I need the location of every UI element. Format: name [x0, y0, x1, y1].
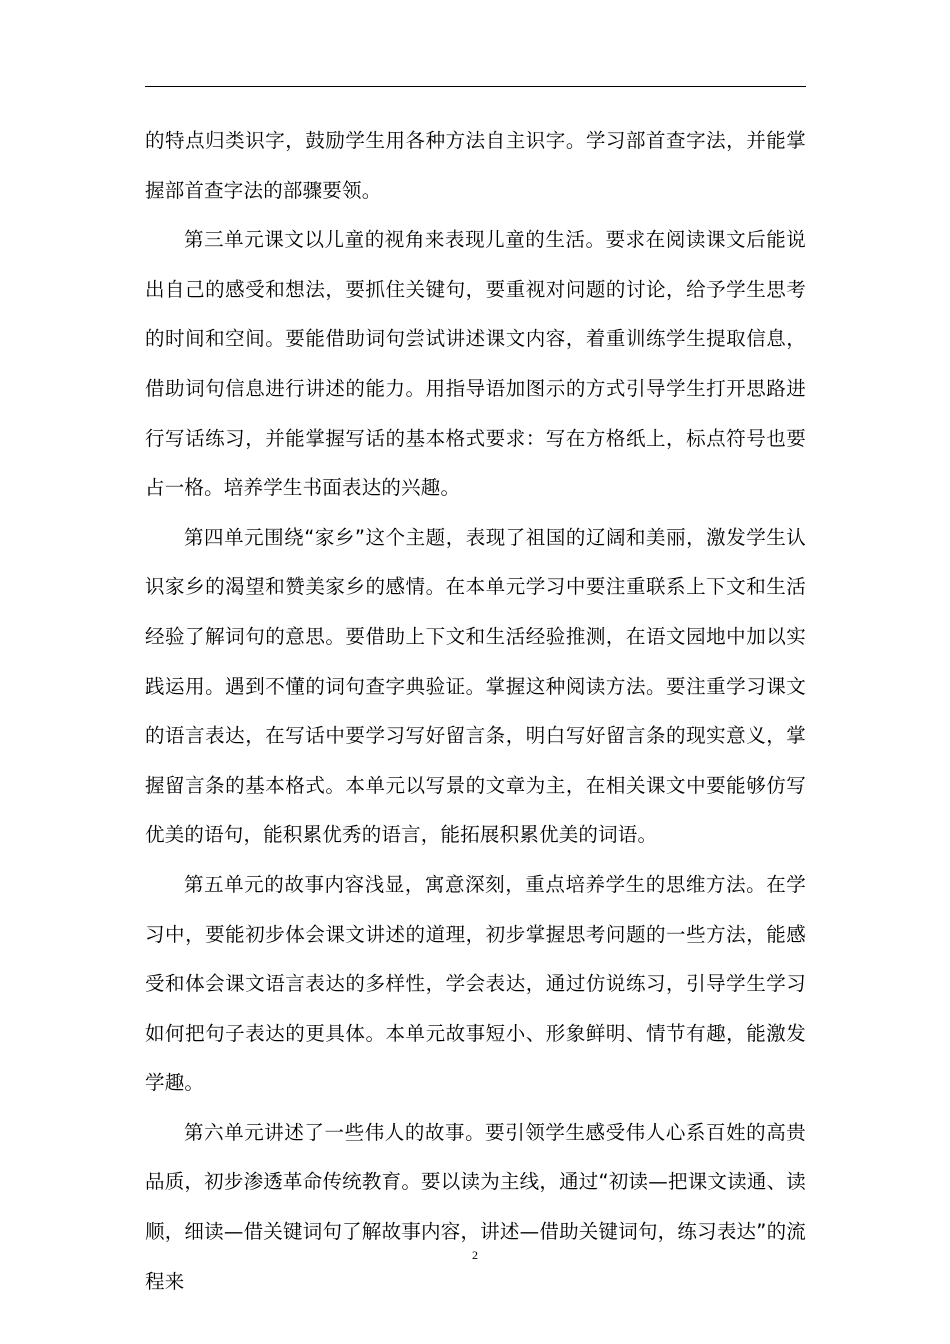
header-rule — [145, 86, 806, 87]
document-body — [145, 116, 806, 1306]
paragraph-unit-4: 第四单元围绕“家乡”这个主题，表现了祖国的辽阔和美丽，激发学生认识家乡的渴望和赞美家乡的感情。在本单元学习中要注重联系上下文和生活经验了解词句的意思。要借助上下文和生活经验推测，在语文园地中加以实践运用。遇到不懂的词句查字典验证。掌握这种阅读方法。要注重学习课文的语言表达，在写话中要学习写好留言条，明白写好留言条的现实意义，掌握留言条的基本格式。本单元以写景的文章为主，在相关课文中要能够仿写优美的语句，能积累优秀的语言，能拓展积累优美的词语。 — [145, 525, 806, 847]
paragraph-unit-3: 第三单元课文以儿童的视角来表现儿童的生活。要求在阅读课文后能说出自己的感受和想法，要抓住关键句，要重视对问题的讨论，给予学生思考的时间和空间。要能借助词句尝试讲述课文内容，着重训练学生提取信息，借助词句信息进行讲述的能力。用指导语加图示的方式引导学生打开思路进行写话练习，并能掌握写话的基本格式要求：写在方格纸上，标点符号也要占一格。培养学生书面表达的兴趣。 — [145, 228, 806, 500]
paragraph-unit-6: 第六单元讲述了一些伟人的故事。要引领学生感受伟人心系百姓的高贵品质，初步渗透革命传统教育。要以读为主线，通过“初读—把课文读通、读顺，细读—借关键词句了解故事内容，讲述—借助关键词句，练习表达”的流程来 — [145, 1120, 806, 1293]
paragraph-continuation: 的特点归类识字，鼓励学生用各种方法自主识字。学习部首查字法，并能掌握部首查字法的部骤要领。 — [145, 129, 806, 202]
page-number: 2 — [472, 1248, 478, 1262]
paragraph-unit-5: 第五单元的故事内容浅显，寓意深刻，重点培养学生的思维方法。在学习中，要能初步体会课文讲述的道理，初步掌握思考问题的一些方法，能感受和体会课文语言表达的多样性，学会表达，通过仿说练习，引导学生学习如何把句子表达的更具体。本单元故事短小、形象鲜明、情节有趣，能激发学趣。 — [145, 872, 806, 1095]
